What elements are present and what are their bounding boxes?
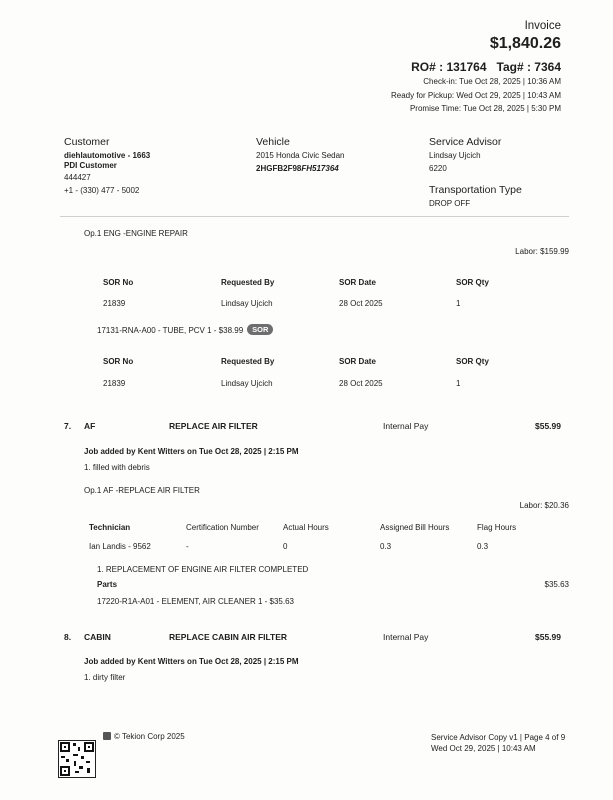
- vin-suffix: FH517364: [301, 164, 339, 173]
- sor-header-qty: SOR Qty: [456, 357, 489, 366]
- sor2-requested: Lindsay Ujcich: [221, 379, 273, 388]
- invoice-label: Invoice: [524, 20, 561, 32]
- tech-flag: 0.3: [477, 542, 489, 551]
- tech-header-assigned: Assigned Bill Hours: [380, 523, 450, 532]
- tag-number: Tag# : 7364: [496, 60, 561, 74]
- tech-header-actual: Actual Hours: [283, 523, 329, 532]
- advisor-id: 6220: [429, 164, 447, 173]
- copyright-text: © Tekion Corp 2025: [114, 732, 185, 741]
- customer-number: 444427: [64, 173, 91, 182]
- sor-header-qty: SOR Qty: [456, 278, 489, 287]
- tech-header-flag: Flag Hours: [477, 523, 517, 532]
- qr-code-icon: [58, 740, 96, 778]
- advisor-name: Lindsay Ujcich: [429, 151, 481, 160]
- tech-header-cert: Certification Number: [186, 523, 259, 532]
- sor-header-date: SOR Date: [339, 357, 376, 366]
- job7-code: AF: [84, 421, 96, 431]
- job7-labor: Labor: $20.36: [519, 501, 569, 510]
- job7-added-by: Job added by Kent Witters on Tue Oct 28, 2025 | 2:15 PM: [84, 447, 299, 456]
- transport-value: DROP OFF: [429, 199, 471, 208]
- tech-name: Ian Landis - 9562: [89, 542, 151, 551]
- part-pcv-tube: 17131-RNA-A00 - TUBE, PCV 1 - $38.99: [97, 326, 244, 335]
- tech-cert: -: [186, 542, 189, 551]
- sor-header-requested: Requested By: [221, 278, 275, 287]
- promise-time: Promise Time: Tue Oct 28, 2025 | 5:30 PM: [409, 104, 561, 113]
- customer-name: diehlautomotive - 1663: [64, 151, 151, 160]
- customer-heading: Customer: [64, 136, 110, 148]
- job8-code: CABIN: [84, 632, 111, 642]
- tech-assigned: 0.3: [380, 542, 392, 551]
- ready-time: Ready for Pickup: Wed Oct 29, 2025 | 10:43 AM: [390, 91, 561, 100]
- job7-note: 1. filled with debris: [84, 463, 150, 472]
- op-eng-labor: Labor: $159.99: [515, 247, 569, 256]
- sor-header-date: SOR Date: [339, 278, 376, 287]
- job8-note: 1. dirty filter: [84, 673, 126, 682]
- job8-number: 8.: [64, 632, 72, 642]
- vehicle-heading: Vehicle: [256, 136, 290, 148]
- footer-printed-time: Wed Oct 29, 2025 | 10:43 AM: [431, 744, 536, 753]
- advisor-heading: Service Advisor: [429, 136, 502, 148]
- customer-phone: +1 - (330) 477 - 5002: [64, 186, 140, 195]
- sor-header-no: SOR No: [103, 278, 134, 287]
- job8-added-by: Job added by Kent Witters on Tue Oct 28, 2025 | 2:15 PM: [84, 657, 299, 666]
- job7-number: 7.: [64, 421, 72, 431]
- footer-copy-info: Service Advisor Copy v1 | Page 4 of 9: [431, 733, 566, 742]
- checkin-time: Check-in: Tue Oct 28, 2025 | 10:36 AM: [423, 77, 561, 86]
- ro-number: RO# : 131764: [411, 60, 487, 74]
- customer-type: PDI Customer: [64, 161, 117, 170]
- tech-header-technician: Technician: [89, 523, 131, 532]
- job7-part: 17220-R1A-A01 - ELEMENT, AIR CLEANER 1 - $35.63: [97, 597, 294, 606]
- sor-badge: SOR: [247, 324, 273, 335]
- op-eng-title-text: Op.1 ENG -ENGINE REPAIR: [84, 229, 188, 238]
- sor2-date: 28 Oct 2025: [339, 379, 383, 388]
- job8-pay-type: Internal Pay: [383, 632, 429, 642]
- sor2-qty: 1: [456, 379, 461, 388]
- sor-header-requested: Requested By: [221, 357, 275, 366]
- tekion-logo-icon: [103, 732, 111, 740]
- op-eng-title: [84, 229, 188, 238]
- sor1-date: 28 Oct 2025: [339, 299, 383, 308]
- job7-parts-amount: $35.63: [544, 580, 569, 589]
- job7-amount: $55.99: [535, 421, 561, 431]
- job7-parts-label: Parts: [97, 580, 118, 589]
- footer-copyright: [103, 732, 185, 741]
- vehicle-model: 2015 Honda Civic Sedan: [256, 151, 345, 160]
- sor1-no: 21839: [103, 299, 126, 308]
- vin-prefix: 2HGFB2F98: [256, 164, 302, 173]
- sor2-no: 21839: [103, 379, 126, 388]
- job8-amount: $55.99: [535, 632, 561, 642]
- job8-description: REPLACE CABIN AIR FILTER: [169, 632, 288, 642]
- sor-header-no: SOR No: [103, 357, 134, 366]
- sor1-requested: Lindsay Ujcich: [221, 299, 273, 308]
- divider: [60, 216, 569, 217]
- part-line: [97, 324, 273, 335]
- job7-completed: 1. REPLACEMENT OF ENGINE AIR FILTER COMPLETED: [97, 565, 309, 574]
- sor1-qty: 1: [456, 299, 461, 308]
- job7-op-title: Op.1 AF -REPLACE AIR FILTER: [84, 486, 200, 495]
- job7-description: REPLACE AIR FILTER: [169, 421, 258, 431]
- vehicle-vin: [256, 164, 339, 173]
- tech-actual: 0: [283, 542, 288, 551]
- ro-tag-line: [411, 60, 561, 74]
- invoice-total: $1,840.26: [489, 35, 561, 52]
- job7-pay-type: Internal Pay: [383, 421, 429, 431]
- transport-heading: Transportation Type: [429, 184, 522, 196]
